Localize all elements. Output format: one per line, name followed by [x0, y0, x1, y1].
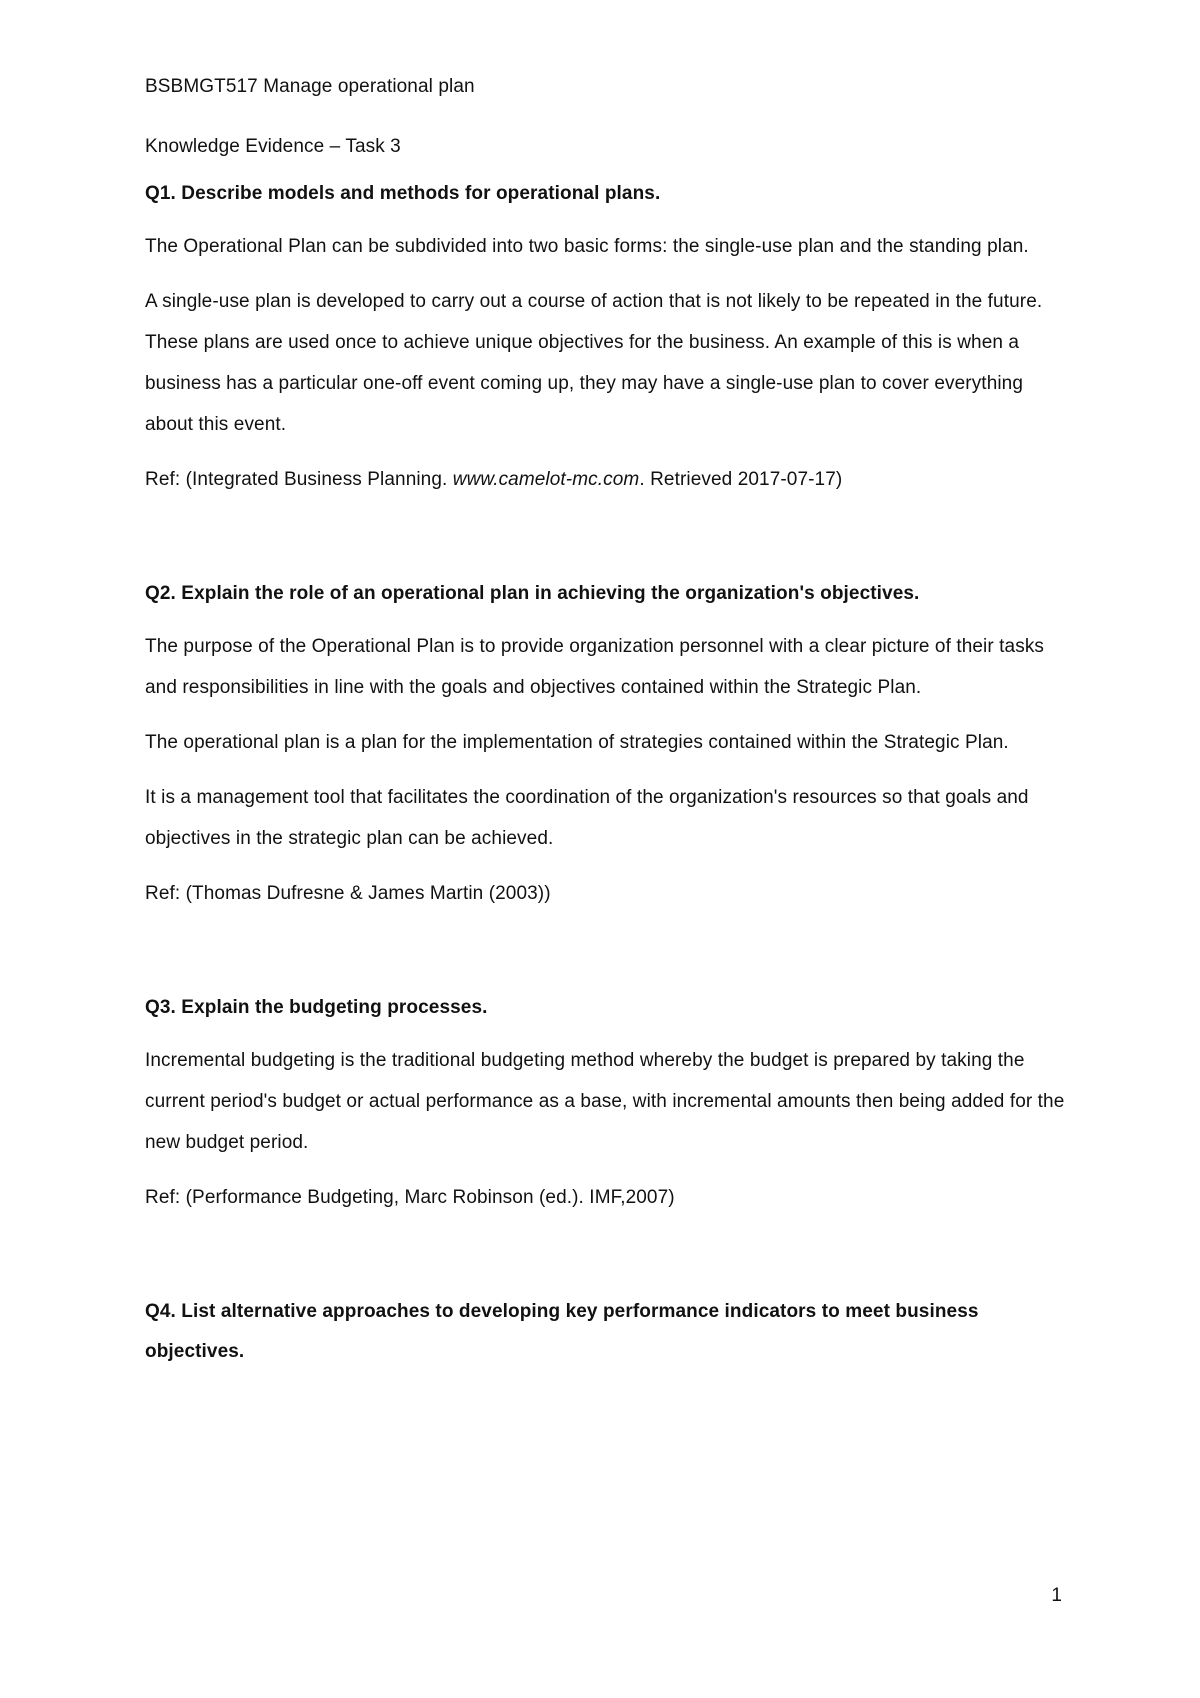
question-2-heading: Q2. Explain the role of an operational plan in achieving the organization's objectives. — [145, 583, 920, 604]
section-spacer — [145, 1232, 1065, 1292]
q2-paragraph-2: The operational plan is a plan for the implementation of strategies contained within the Strategic Plan. — [145, 732, 1009, 753]
course-title: BSBMGT517 Manage operational plan — [145, 76, 475, 97]
section-spacer — [145, 928, 1065, 988]
q1-paragraph-1: The Operational Plan can be subdivided into two basic forms: the single-use plan and the standing plan. — [145, 236, 1029, 257]
question-1-section — [145, 174, 1065, 500]
q3-reference: Ref: (Performance Budgeting, Marc Robinson (ed.). IMF,2007) — [145, 1187, 675, 1208]
q1-paragraph-2: A single-use plan is developed to carry out a course of action that is not likely to be repeated in the future. These plans are used once to achieve unique objectives for the business. An example of this is when a business has a particular one-off event coming up, they may have a single-use plan to cover everything about this event. — [145, 291, 1043, 435]
question-4-heading: Q4. List alternative approaches to developing key performance indicators to meet business objectives. — [145, 1301, 979, 1362]
question-3-section — [145, 988, 1065, 1218]
section-spacer — [145, 514, 1065, 574]
question-4-section — [145, 1292, 1065, 1372]
page-number: 1 — [1051, 1585, 1062, 1606]
question-1-heading: Q1. Describe models and methods for operational plans. — [145, 183, 661, 204]
question-3-heading: Q3. Explain the budgeting processes. — [145, 997, 488, 1018]
question-2-section — [145, 574, 1065, 914]
q2-paragraph-3: It is a management tool that facilitates the coordination of the organization's resources so that goals and objectives in the strategic plan can be achieved. — [145, 787, 1029, 849]
q1-reference — [145, 459, 1065, 500]
q1-reference-url: www.camelot-mc.com — [452, 469, 640, 490]
q1-reference-suffix: . Retrieved 2017-07-17) — [639, 469, 843, 490]
q2-paragraph-1: The purpose of the Operational Plan is to provide organization personnel with a clear picture of their tasks and responsibilities in line with the goals and objectives contained within the Strategic Plan. — [145, 636, 1045, 698]
q3-paragraph-1: Incremental budgeting is the traditional budgeting method whereby the budget is prepared by taking the current period's budget or actual performance as a base, with incremental amounts then being added for the new budget period. — [145, 1050, 1065, 1153]
q2-reference: Ref: (Thomas Dufresne & James Martin (2003)) — [145, 883, 551, 904]
q1-reference-prefix: Ref: (Integrated Business Planning. — [145, 469, 453, 490]
task-title: Knowledge Evidence – Task 3 — [145, 136, 401, 157]
document-content — [145, 72, 1065, 1384]
